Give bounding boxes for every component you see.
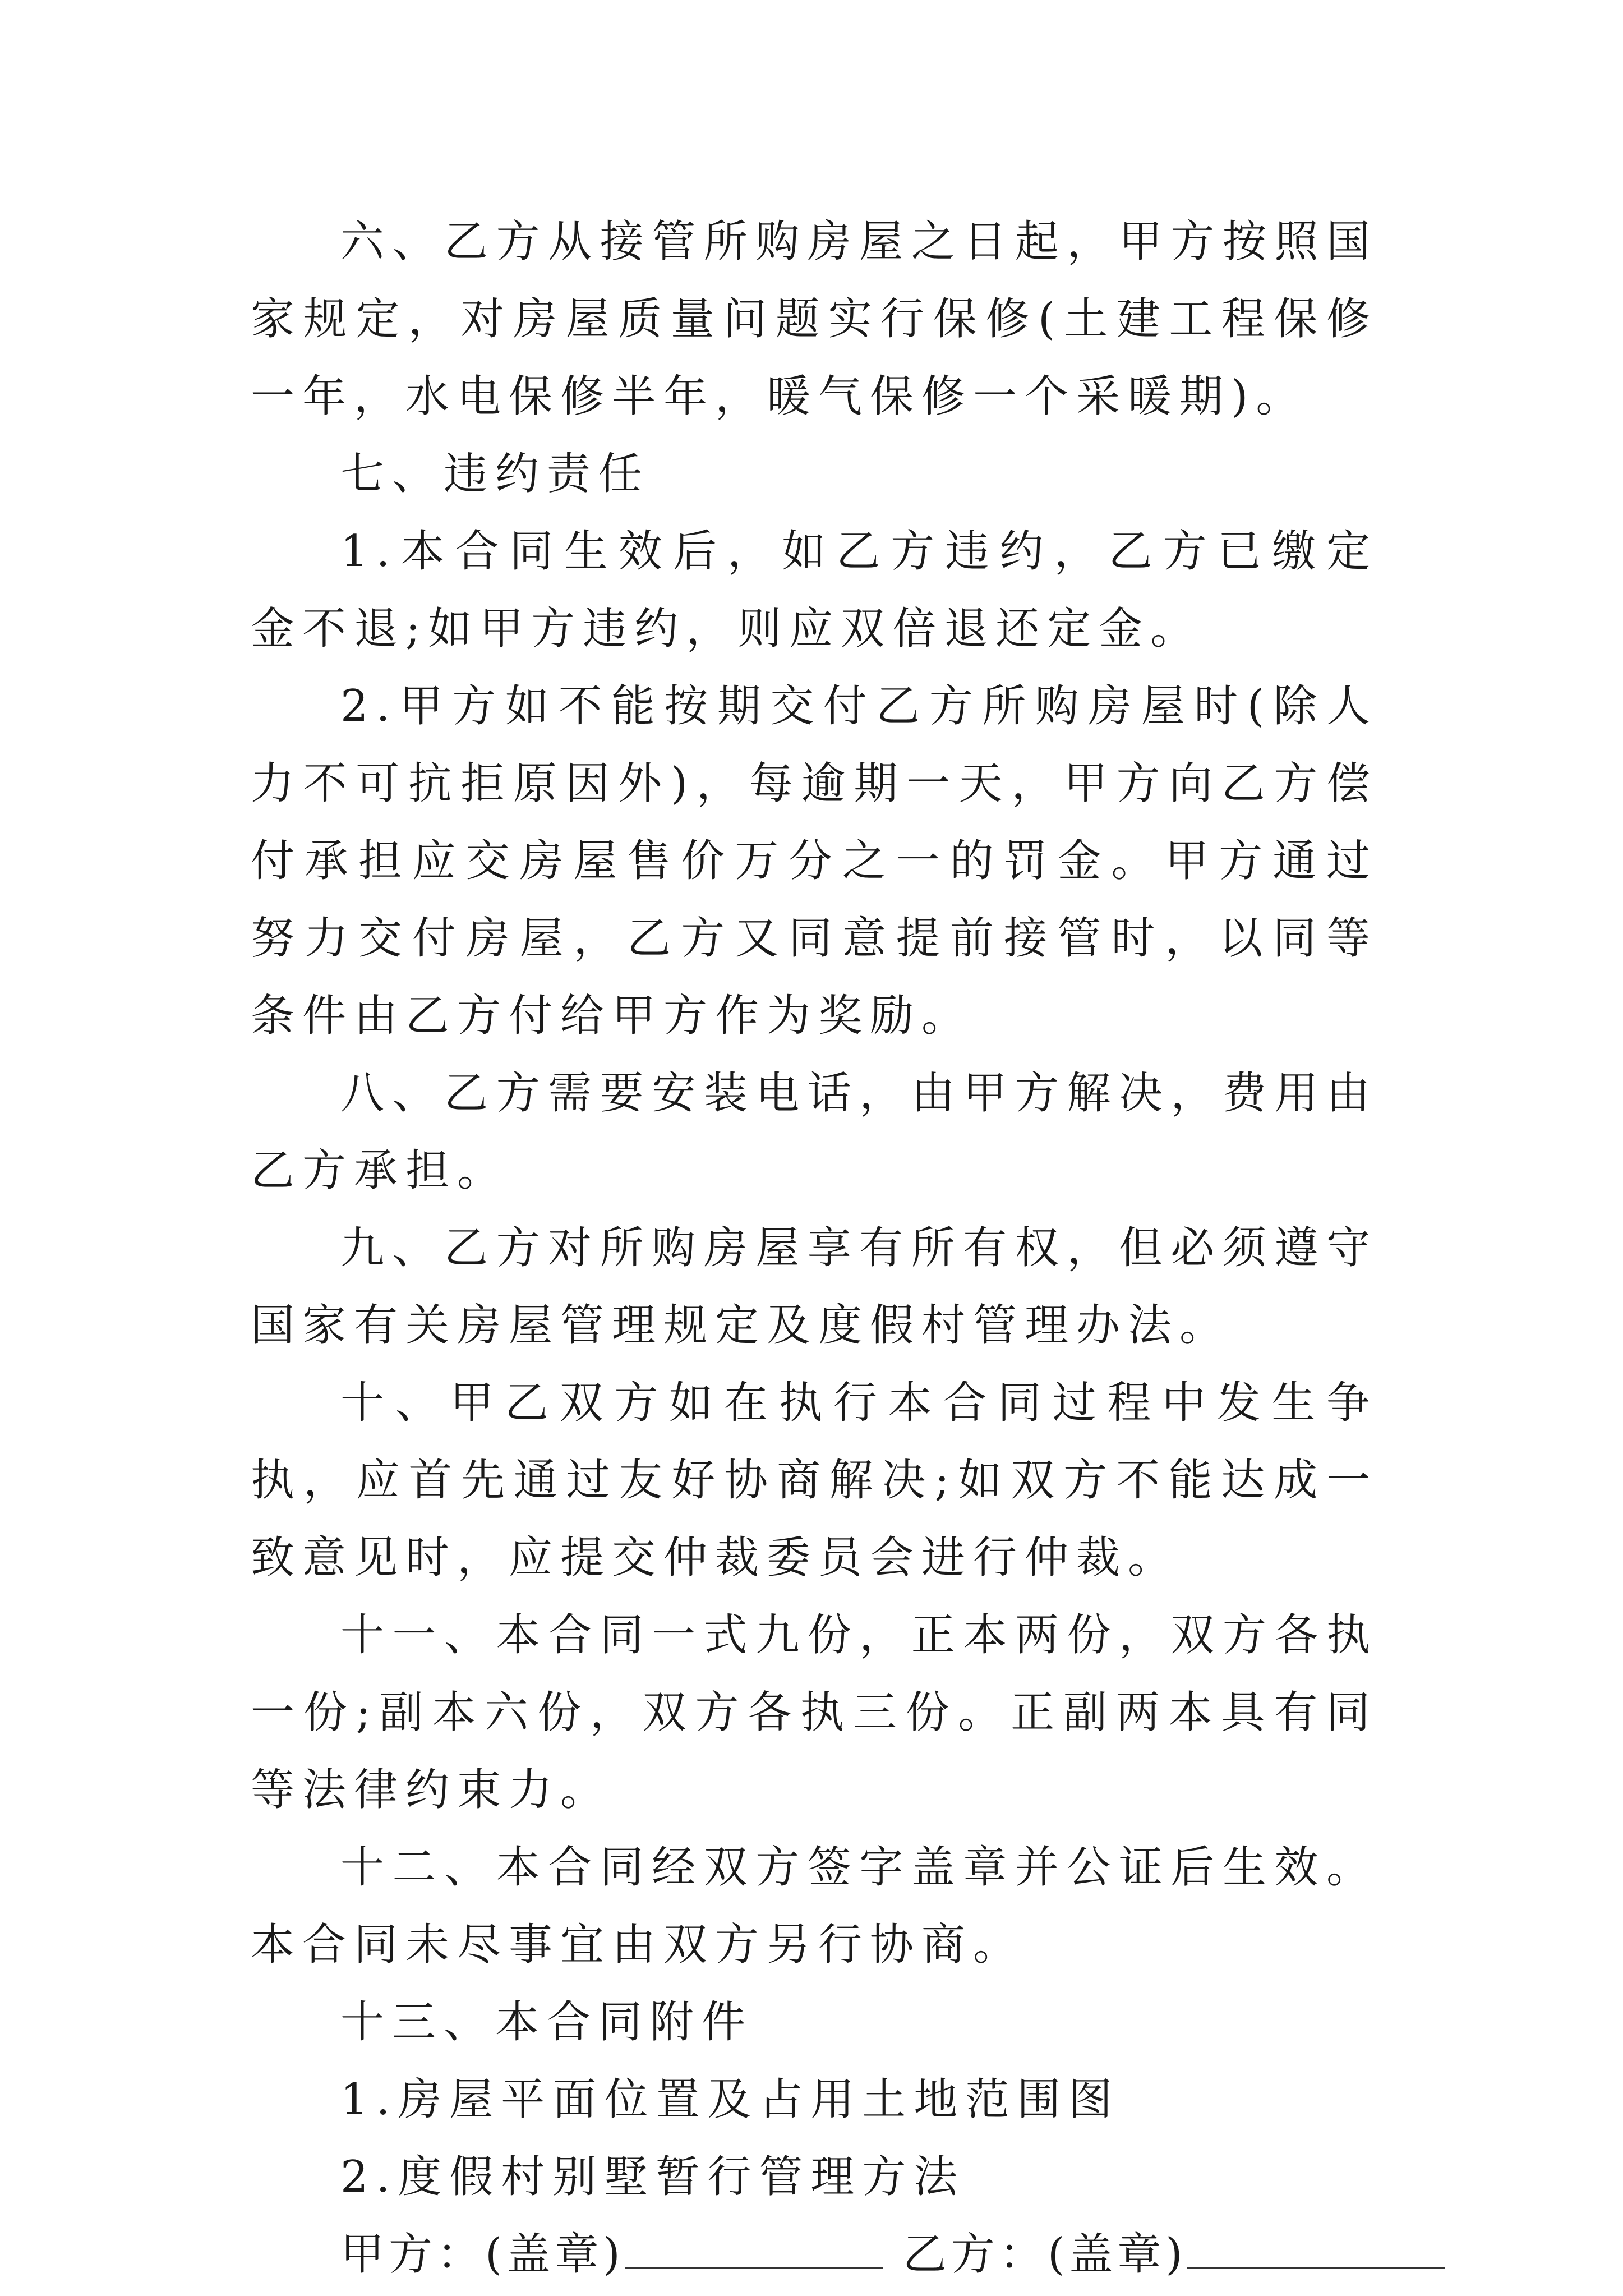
party-a-label: 甲方：(盖章): [340, 2229, 625, 2280]
clause-7-item-1: 1.本合同生效后，如乙方违约，乙方已缴定金不退;如甲方违约，则应双倍退还定金。: [251, 526, 1378, 654]
attachment-2: 2.度假村别墅暂行管理方法: [340, 2152, 966, 2202]
clause-8-telephone: 八、乙方需要安装电话，由甲方解决，费用由乙方承担。: [251, 1068, 1378, 1196]
party-b-signature-blank: [1187, 2234, 1445, 2269]
clause-7-item-2: 2.甲方如不能按期交付乙方所购房屋时(除人力不可抗拒原因外)，每逾期一天，甲方向乙方偿付承担应交房屋售价万分之一的罚金。甲方通过努力交付房屋，乙方又同意提前接管时，以同等条件由乙方付给甲方作为奖励。: [251, 681, 1378, 1041]
clause-9-ownership: 九、乙方对所购房屋享有所有权，但必须遵守国家有关房屋管理规定及度假村管理办法。: [251, 1223, 1378, 1351]
attachment-1: 1.房屋平面位置及占用土地范围图: [340, 2074, 1121, 2125]
party-a-signature: [340, 2216, 883, 2293]
clause-10-disputes: 十、甲乙双方如在执行本合同过程中发生争执，应首先通过友好协商解决;如双方不能达成一致意见时，应提交仲裁委员会进行仲裁。: [251, 1378, 1378, 1583]
clause-12-effectiveness: 十二、本合同经双方签字盖章并公证后生效。本合同未尽事宜由双方另行协商。: [251, 1842, 1378, 1970]
party-b-signature: [903, 2216, 1445, 2293]
signature-line: [340, 2216, 1378, 2293]
clause-13-heading: 十三、本合同附件: [340, 1997, 754, 2047]
contract-body: [251, 203, 1378, 2293]
party-b-label: 乙方：(盖章): [902, 2229, 1187, 2280]
clause-6-warranty: 六、乙方从接管所购房屋之日起，甲方按照国家规定，对房屋质量问题实行保修(土建工程保修一年，水电保修半年，暖气保修一个采暖期)。: [251, 217, 1378, 422]
clause-7-heading: 七、违约责任: [340, 449, 651, 499]
party-a-signature-blank: [625, 2234, 883, 2269]
clause-11-copies: 十一、本合同一式九份，正本两份，双方各执一份;副本六份，双方各执三份。正副两本具有同等法律约束力。: [251, 1610, 1378, 1815]
